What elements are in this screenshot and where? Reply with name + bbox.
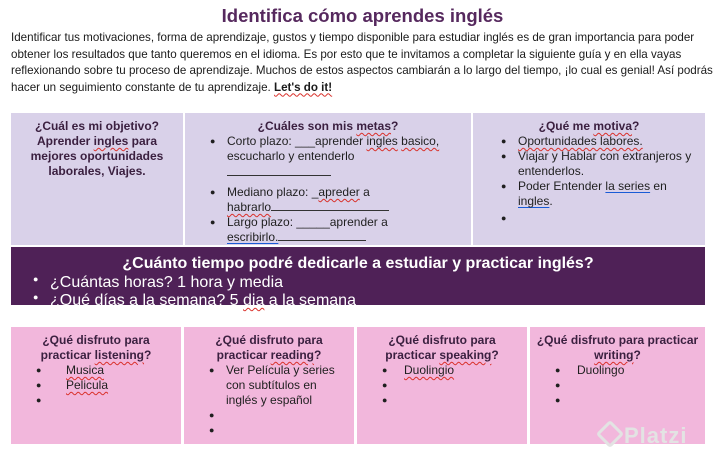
reading-item-empty — [209, 408, 348, 423]
speaking-item-empty — [382, 393, 521, 408]
blank-line — [271, 209, 389, 211]
speaking-cell — [357, 327, 527, 444]
speaking-item-empty — [382, 378, 521, 393]
listening-heading: ¿Qué disfruto para practicar listening? — [40, 333, 152, 362]
reading-cell — [184, 327, 354, 444]
writing-item: ● Duolingo — [555, 363, 699, 378]
tiempo-item: ● ¿Cuántas horas? 1 hora y media — [33, 274, 695, 292]
writing-item-empty — [555, 393, 699, 408]
page-title: Identifica cómo aprendes inglés — [221, 5, 504, 26]
motiva-item: ● Oportunidades labores. — [501, 134, 699, 149]
listening-item-empty — [36, 393, 175, 408]
meta-mediano: ● Mediano plazo: _apreder a habrarlo — [210, 185, 461, 215]
writing-heading: ¿Qué disfruto para practicar writing? — [536, 333, 699, 362]
motiva-item-empty — [501, 211, 699, 226]
tiempo-band — [11, 247, 705, 309]
reading-item: ● Ver Película y series con subtítulos en inglés y español — [209, 363, 348, 408]
metas-cell — [185, 113, 471, 245]
motiva-cell — [473, 113, 705, 245]
blank-line — [278, 239, 366, 241]
listening-cell — [11, 327, 181, 444]
objetivo-cell — [11, 113, 183, 245]
motiva-item: ● Poder Entender la series en ingles. — [501, 179, 699, 209]
objetivo-heading: ¿Cuál es mi objetivo? — [34, 119, 160, 133]
tiempo-item: ● ¿Qué días a la semana? 5 dia a la semana — [33, 292, 695, 310]
meta-corto: ● Corto plazo: ___aprender ingles basico, escucharlo y entenderlo — [210, 134, 461, 180]
speaking-heading: ¿Qué disfruto para practicar speaking? — [385, 333, 499, 362]
motiva-heading: ¿Qué me motiva? — [538, 119, 640, 133]
reading-item-empty — [209, 423, 348, 438]
speaking-item: ● Duolingio — [382, 363, 521, 378]
intro-paragraph — [11, 30, 717, 96]
listening-item: ● Musica — [36, 363, 175, 378]
reading-heading: ¿Qué disfruto para practicar reading? — [215, 333, 323, 362]
meta-largo: ● Largo plazo: _____aprender a escribirlo. — [210, 215, 461, 245]
intro-cta: Let's do it! — [273, 80, 333, 94]
motiva-item: ● Viajar y Hablar con extranjeros y entenderlos. — [501, 149, 699, 179]
writing-item-empty — [555, 378, 699, 393]
watermark: Platzi — [624, 423, 688, 448]
intro-text: Identificar tus motivaciones, forma de aprendizaje, gustos y tiempo disponible para estudiar inglés es de gran importancia para poder obtener los resultados que tanto queremos en el idioma. Es por esto que te invitamos a completar la siguiente guía y en ella vayas reflexionando sobre tu proceso de aprendizaje. Muchos de estos aspectos cambiarán a lo largo del tiempo, ¡lo cual es genial! Así podrás hacer un seguimiento constante de tu aprendizaje. — [11, 31, 713, 94]
metas-heading: ¿Cuáles son mis metas? — [257, 119, 399, 133]
blank-line — [227, 174, 331, 176]
objetivo-answer: Aprender ingles para mejores oportunidades laborales, Viajes. — [30, 134, 164, 178]
tiempo-heading: ¿Cuánto tiempo podré dedicarle a estudiar y practicar inglés? — [122, 255, 594, 272]
listening-item: ● Pelicula — [36, 378, 175, 393]
